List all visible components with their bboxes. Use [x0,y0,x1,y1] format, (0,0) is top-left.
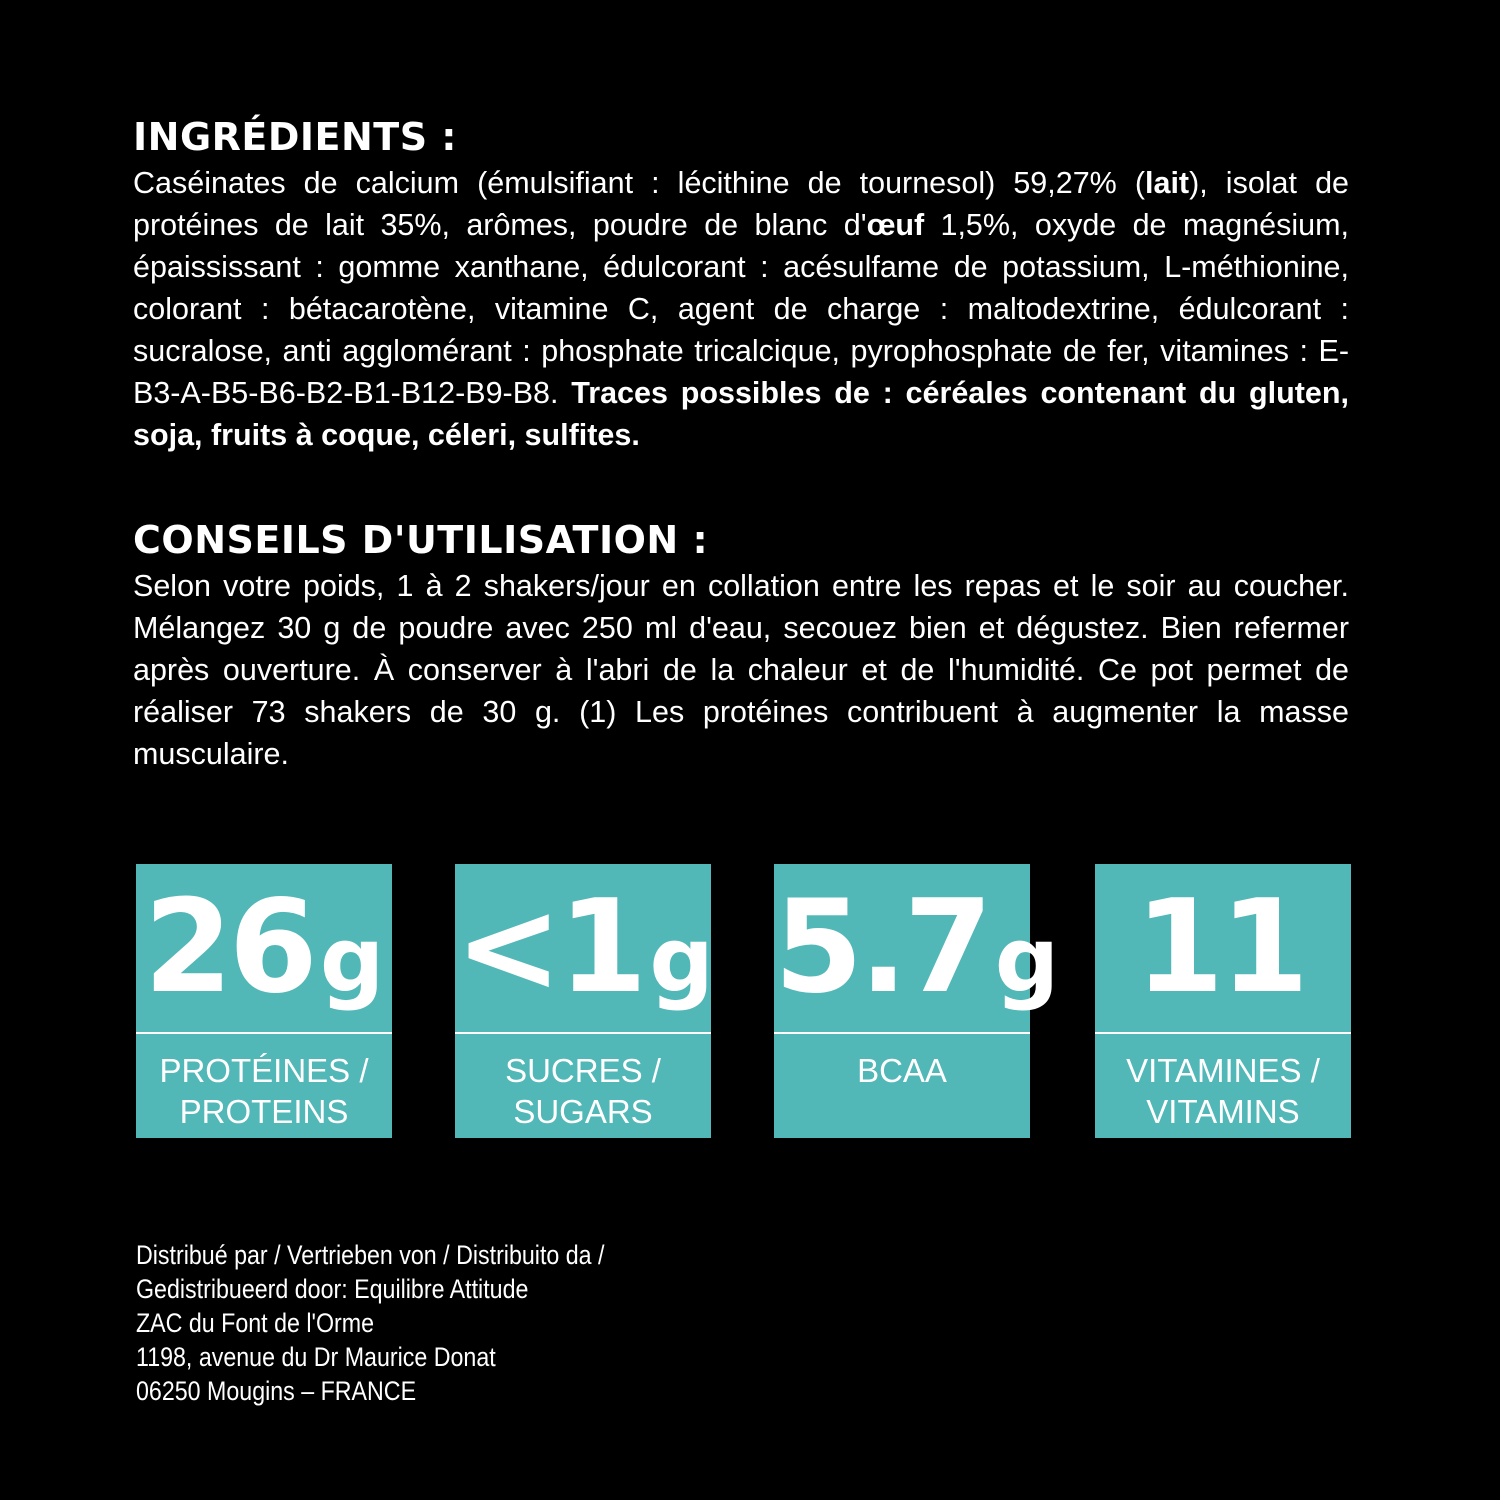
stat-number: 5.7 [774,873,989,1022]
stat-number: 26 [143,873,314,1022]
ingredients-text [133,162,1349,456]
stat-label-line-2: PROTEINS [179,1093,349,1130]
allergen-lait: lait [1145,166,1190,200]
usage-heading: CONSEILS D'UTILISATION : [133,518,709,562]
stat-sugars [455,864,714,1138]
stat-divider [136,1032,392,1034]
stat-number: <1 [455,873,644,1022]
stat-bcaa [774,864,1060,1138]
stat-proteins [136,864,392,1138]
ingredients-part-2: ), isolat de protéines de lait 35%, arômes, poudre de blanc d' [133,166,1349,242]
stat-label-line-1: BCAA [857,1052,947,1089]
stat-divider [774,1032,1030,1034]
ingredients-part-1: Caséinates de calcium (émulsifiant : lécithine de tournesol) 59,27% ( [133,166,1146,200]
ingredients-section [133,112,1349,456]
stat-divider [1095,1032,1351,1034]
stat-label [1095,1050,1351,1132]
stat-label [136,1050,392,1132]
stat-value [774,864,1060,1032]
stat-label [774,1050,1030,1091]
stat-label-line-2: SUGARS [513,1093,653,1130]
distributor-line-2: Gedistribueerd door: Equilibre Attitude [136,1274,529,1304]
distributor-address [136,1238,738,1408]
distributor-line-5: 06250 Mougins – FRANCE [136,1376,417,1406]
stat-label-line-1: SUCRES / [505,1052,661,1089]
stat-value [455,864,714,1032]
stat-unit: g [994,908,1060,1013]
allergen-oeuf: œuf [866,208,925,242]
ingredients-heading: INGRÉDIENTS : [133,115,458,159]
stat-label-line-1: PROTÉINES / [159,1052,369,1089]
stat-number: 11 [1134,873,1306,1022]
distributor-line-4: 1198, avenue du Dr Maurice Donat [136,1342,496,1372]
stat-divider [455,1032,711,1034]
traces-warning: Traces possibles de : céréales contenant du gluten, soja, fruits à coque, céleri, sulfites. [133,376,1349,452]
stat-value [136,864,392,1032]
stat-vitamins [1095,864,1351,1138]
usage-text: Selon votre poids, 1 à 2 shakers/jour en collation entre les repas et le soir au coucher. Mélangez 30 g de poudre avec 250 ml d'eau, secouez bien et dégustez. Bien refermer après ouverture. À conserver à l'abri de la chaleur et de l'humidité. Ce pot permet de réaliser 73 shakers de 30 g. (1) Les protéines contribuent à augmenter la masse musculaire. [133,569,1349,771]
stat-label-line-1: VITAMINES / [1126,1052,1320,1089]
stat-unit: g [319,908,385,1013]
stat-label-line-2: VITAMINS [1146,1093,1300,1130]
distributor-line-1: Distribué par / Vertrieben von / Distribuito da / [136,1240,605,1270]
nutrition-stats [0,864,1500,1138]
usage-section [133,515,1349,775]
ingredients-part-3: 1,5%, oxyde de magnésium, épaississant : gomme xanthane, édulcorant : acésulfame de potassium, L-méthionine, colorant : bétacarotène, vitamine C, agent de charge : maltodextrine, édulcorant : sucralose, anti agglomérant : phosphate tricalcique, pyrophosphate de fer, vitamines : E-B3-A-B5-B6-B2-B1-B12-B9-B8. [133,208,1350,410]
stat-label [455,1050,711,1132]
stat-unit: g [649,908,714,1013]
stat-value [1095,864,1351,1032]
distributor-line-3: ZAC du Font de l'Orme [136,1308,375,1338]
